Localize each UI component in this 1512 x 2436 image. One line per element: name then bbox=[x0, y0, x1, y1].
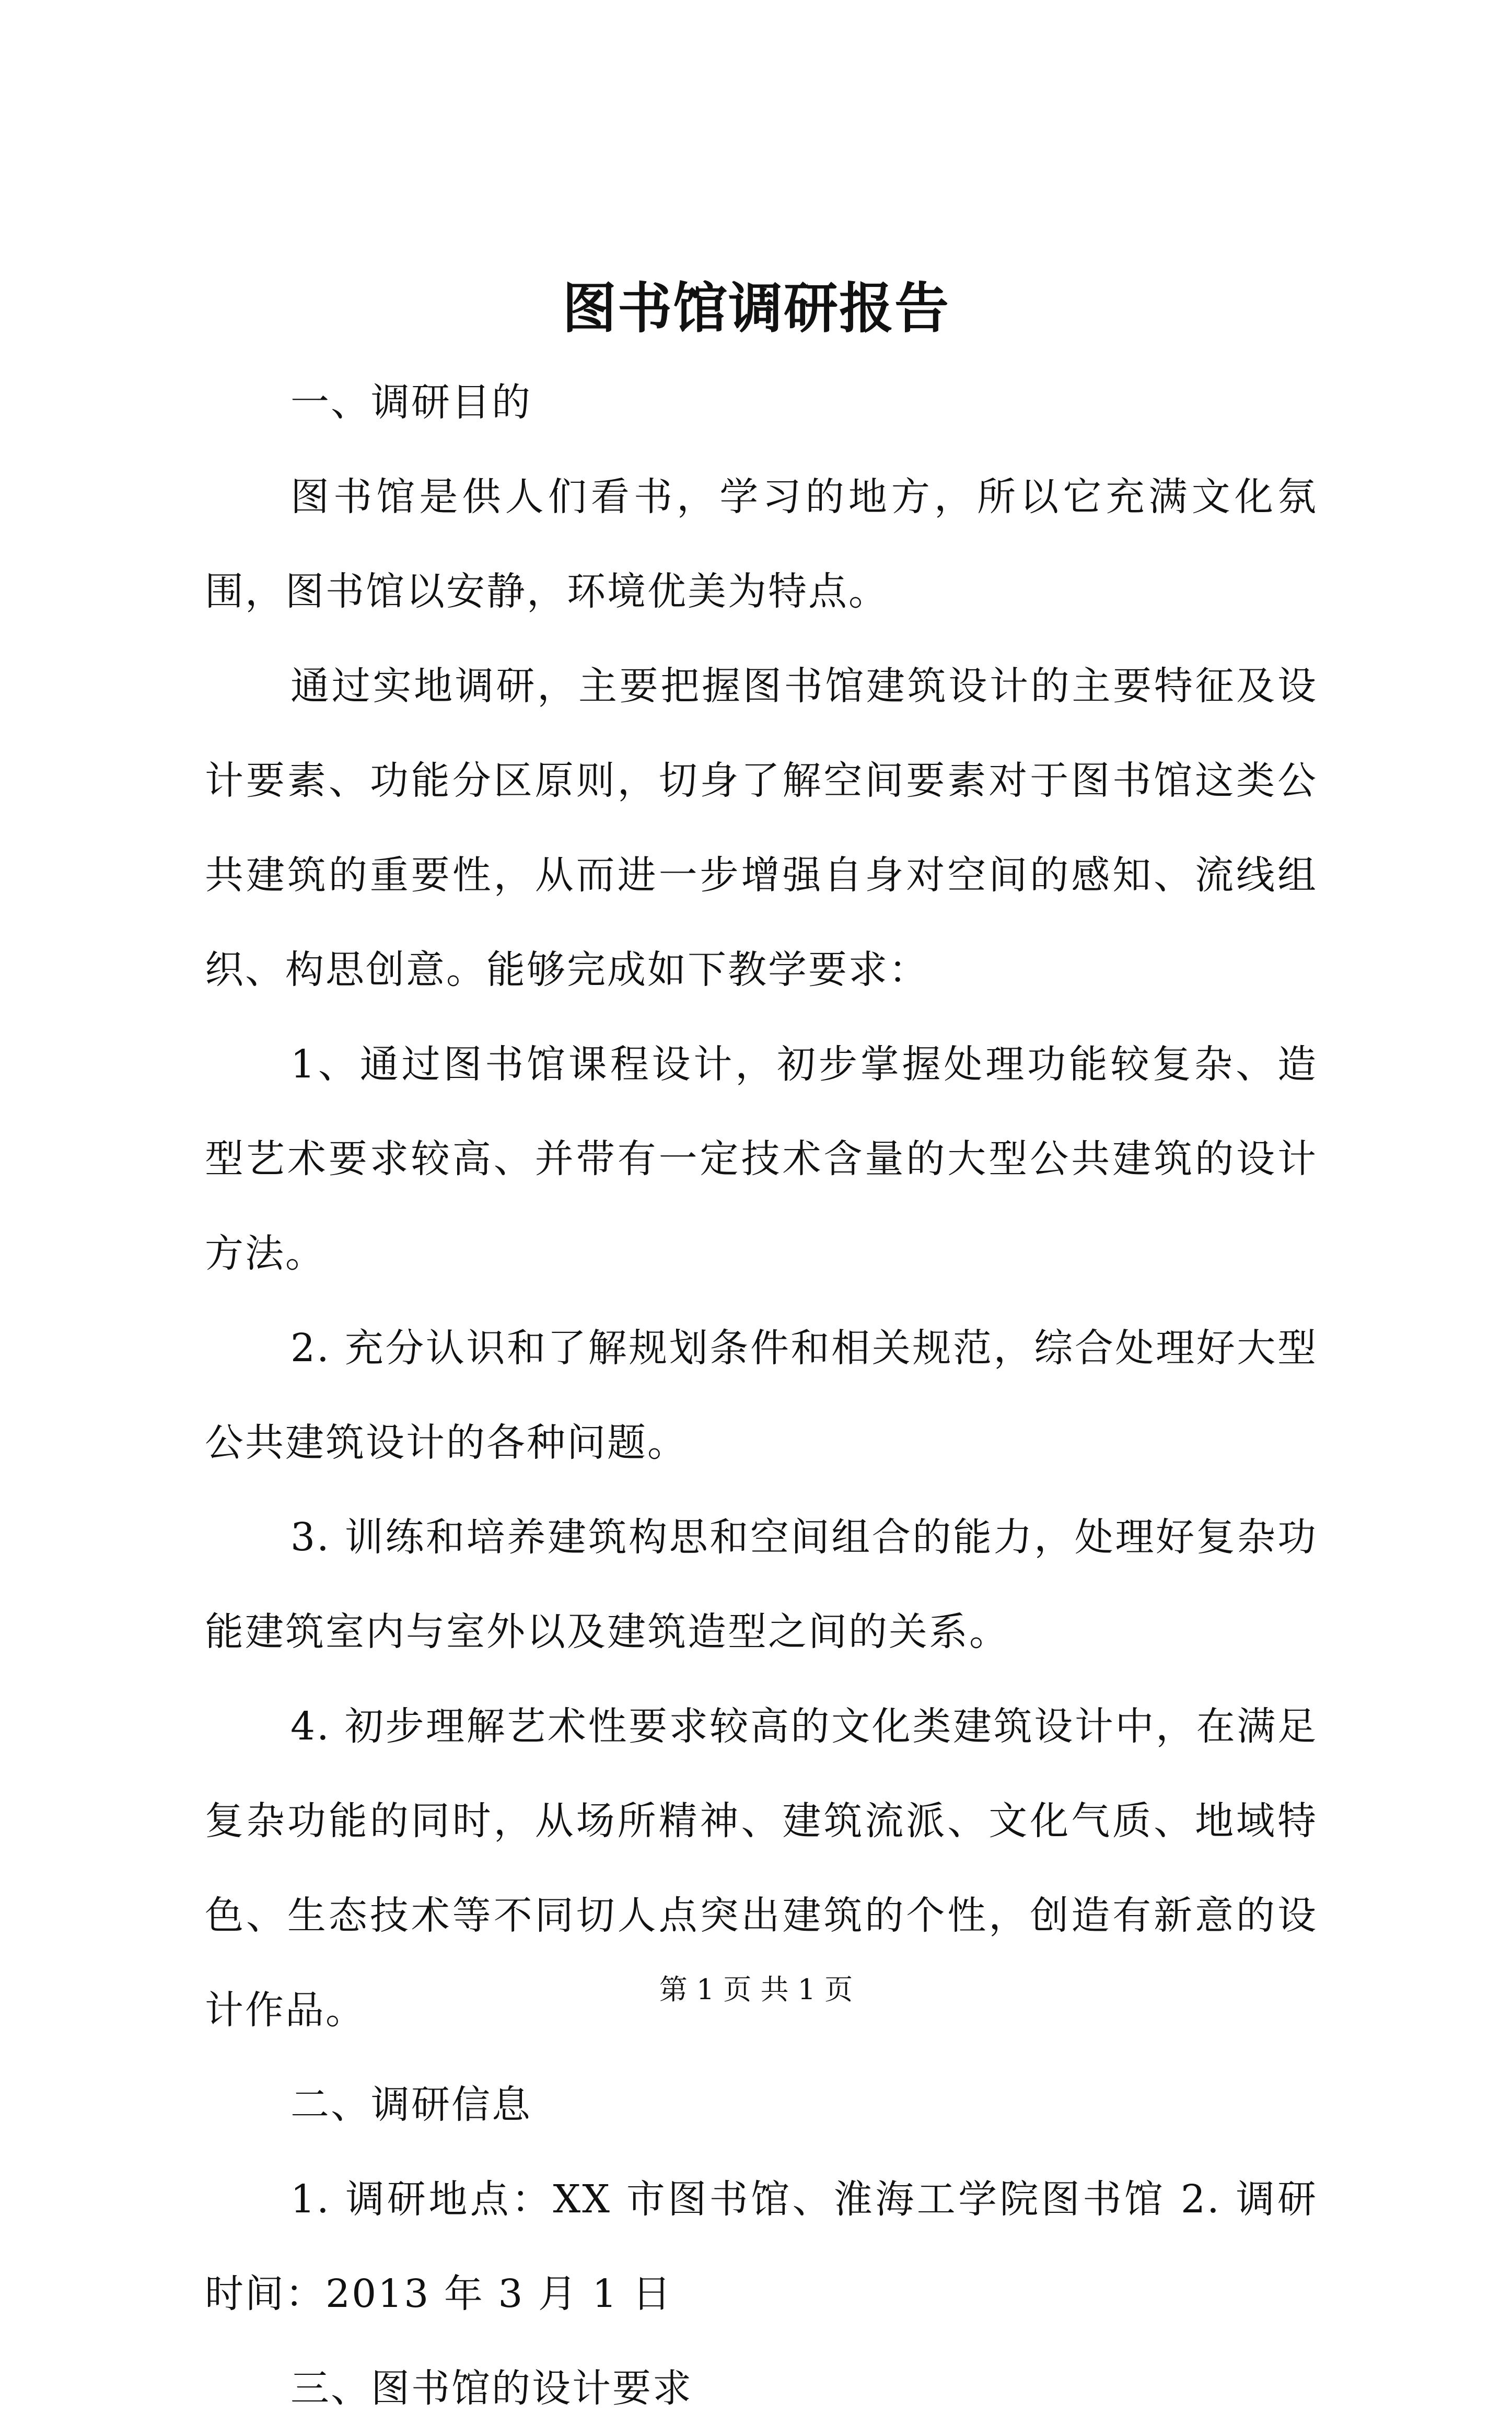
section-heading-purpose: 一、调研目的 bbox=[290, 380, 532, 425]
list-item: 4. 初步理解艺术性要求较高的文化类建筑设计中，在满足复杂功能的同时，从场所精神、建筑流派、文化气质、地域特色、生态技术等不同切人点突出建筑的个性，创造有新意的设计作品。 bbox=[205, 1704, 1318, 2033]
list-item: 1、通过图书馆课程设计，初步掌握处理功能较复杂、造型艺术要求较高、并带有一定技术含量的大型公共建筑的设计方法。 bbox=[205, 1042, 1318, 1276]
paragraph: 通过实地调研，主要把握图书馆建筑设计的主要特征及设计要素、功能分区原则，切身了解空间要素对于图书馆这类公共建筑的重要性，从而进一步增强自身对空间的感知、流线组织、构思创意。能够完成如下教学要求： bbox=[205, 664, 1318, 992]
section-heading-info: 二、调研信息 bbox=[290, 2082, 532, 2127]
paragraph: 图书馆是供人们看书，学习的地方，所以它充满文化氛围，图书馆以安静，环境优美为特点。 bbox=[205, 474, 1318, 614]
paragraph: 1. 调研地点：XX 市图书馆、淮海工学院图书馆 2. 调研时间：2013 年 3 月 1 日 bbox=[205, 2177, 1318, 2316]
document-title: 图书馆调研报告 bbox=[562, 276, 950, 340]
list-item: 2. 充分认识和了解规划条件和相关规范，综合处理好大型公共建筑设计的各种问题。 bbox=[205, 1326, 1318, 1465]
section-heading-requirements: 三、图书馆的设计要求 bbox=[290, 2366, 693, 2411]
document-body bbox=[205, 355, 1318, 2436]
page-footer: 第 1 页 共 1 页 bbox=[659, 1973, 853, 2006]
list-item: 3. 训练和培养建筑构思和空间组合的能力，处理好复杂功能建筑室内与室外以及建筑造型之间的关系。 bbox=[205, 1515, 1318, 1654]
